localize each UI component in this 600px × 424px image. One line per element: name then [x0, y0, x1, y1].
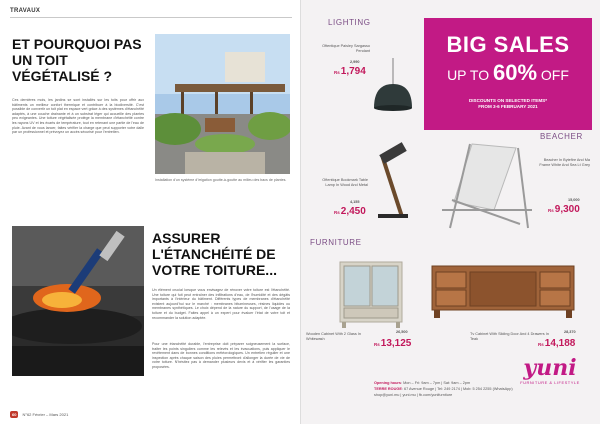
category-furniture: FURNITURE	[310, 238, 362, 247]
product-table-lamp-name: Oftentique Bookmark Table Lamp In Wood And Metal	[322, 178, 368, 187]
product-table-lamp-price: Rs2,450	[334, 206, 366, 217]
product-table-lamp-old-price: 4,155	[350, 200, 360, 204]
beach-chair-image	[432, 140, 536, 232]
table-lamp-image	[370, 140, 418, 220]
page-number: 60	[12, 412, 17, 417]
product-pendant-old-price: 2,990	[350, 60, 360, 64]
rooftop-garden-photo	[155, 34, 290, 174]
product-cabinet-old-price: 26,500	[396, 330, 408, 334]
section-label: TRAVAUX	[10, 8, 41, 14]
wooden-cabinet-image	[336, 258, 406, 328]
product-cabinet-name: Wooden Cabinet With 2 Glass In Whitewash	[306, 332, 362, 341]
product-tv-cabinet-name: Tv Cabinet With Sliding Door And 4 Drawers In Teak	[470, 332, 549, 341]
product-pendant-name: Oftentique Paisley Sargasso Pendant	[322, 44, 370, 53]
page-footer	[10, 411, 68, 418]
section-divider	[10, 17, 292, 18]
category-lighting: LIGHTING	[328, 18, 371, 27]
store-contact: Opening hours: Mon – Fri: 9am – 7pm | Sat: 9am – 2pm TERRE ROUGE: 67 Avenue Rouge | Tel: 249 2174 | Mob: 5 254 2255 (WhatsApp) shop@yuni.mu | yuni.mu | fb.com/yunifurniture	[374, 381, 513, 397]
yuni-logo: yuni FURNITURE & LIFESTYLE	[520, 355, 580, 385]
product-tv-cabinet-price: Rs14,188	[538, 338, 576, 349]
article1-body: Ces dernières mois, les jardins se sont installés sur les toits pour offrir aux bâtiments un meilleur confort thermique et contribuer à la biodiversité. C'est possible de convertir un toit plat en espace vert grâce à des systèmes d'étanchéité adaptés, à une couche drainante et à un substrat léger qui accueille des plantes peu exigeantes. Une toiture végétalisée protège la membrane d'étanchéité contre les rayons UV et les écarts de température, tout en retenant une partie de l'eau de pluie. Avant de vous lancer, faites vérifier la charge que peut supporter votre dalle par un professionnel et prévoyez un accès sécurisé pour l'entretien.	[12, 98, 144, 135]
product-tv-cabinet-old-price: 28,370	[564, 330, 576, 334]
sale-conditions: DISCOUNTS ON SELECTED ITEMS* FROM 3-6 FEBRUARY 2021	[468, 98, 548, 109]
product-pendant-price: Rs1,794	[334, 66, 366, 77]
product-cabinet-price: Rs13,125	[374, 338, 412, 349]
article1-caption: Installation d'un système d'irrigation goutte-à-goutte au milieu des bacs de plantes.	[155, 178, 287, 182]
article2-title: ASSURER L'ÉTANCHÉITÉ DE VOTRE TOITURE...	[152, 230, 277, 278]
sale-upto: UP TO 60% OFF	[447, 60, 569, 85]
sale-title: BIG SALES	[446, 32, 570, 57]
product-beacher-price: Rs9,300	[548, 204, 580, 215]
pendant-lamp-image	[368, 58, 418, 118]
roofing-torch-photo	[12, 226, 144, 376]
tv-cabinet-image	[430, 262, 576, 318]
store-web-links[interactable]: shop@yuni.mu | yuni.mu | fb.com/yunifurniture	[374, 393, 453, 397]
sale-banner[interactable]	[424, 18, 592, 130]
article2-body: Un élément crucial lorsque vous envisagez de rénover votre toiture est l'étanchéité. Une toiture qui fuit peut entraîner des infiltrations d'eau, de l'humidité et des dégâts importants à l'intérieur du bâtiment. Différents types de membranes d'étanchéité existent aujourd'hui sur le marché : membranes bitumineuses, résines liquides ou membranes synthétiques. Le choix dépend de la nature du support, de l'usage de la toiture et du budget. Faites appel à un expert pour évaluer l'état de votre toit et recommander la solution adaptée.	[152, 288, 290, 320]
article2-body-2: Pour une étanchéité durable, l'entreprise doit préparer soigneusement la surface, traiter les points singuliers comme les relevés et les évacuations, puis appliquer le revêtement dans de bonnes conditions météorologiques. Un entretien régulier et une inspection après chaque saison des pluies permettront d'allonger la durée de vie de votre toiture. N'hésitez pas à demander plusieurs devis et à vérifier les garanties proposées.	[152, 342, 290, 369]
issue-label: N°62 Février – Mars 2021	[22, 412, 69, 417]
product-beacher-name: Beacher In Bytefire And Ma Frame White And Sea Lt Grey	[539, 158, 590, 167]
article1-title: ET POURQUOI PAS UN TOIT VÉGÉTALISÉ ?	[12, 36, 142, 84]
category-beacher: BEACHER	[540, 132, 583, 141]
product-beacher-old-price: 15,000	[568, 198, 580, 202]
